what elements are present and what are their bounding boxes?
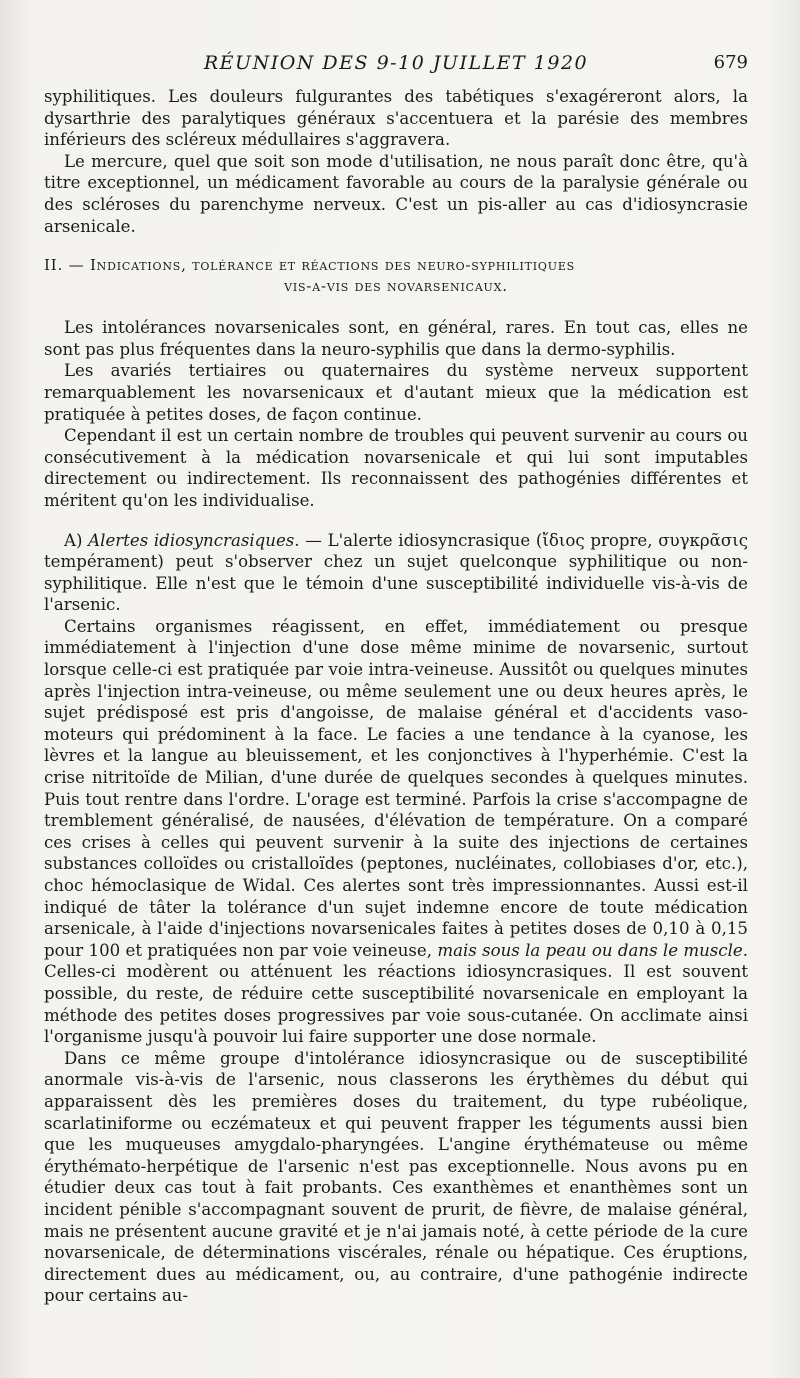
running-head-title: RÉUNION DES 9-10 JUILLET 1920 <box>203 52 589 74</box>
section-heading-line-2: vis-a-vis des novarsenicaux. <box>284 277 508 296</box>
paragraph-erythemas: Dans ce même groupe d'intolérance idiosyncrasique ou de susceptibilité anormale vis-à-vis de l'arsenic, nous classerons les érythèmes du début qui apparaissent dès les premières doses du traitement, du type rubéolique, scarlatiniforme ou eczémateux et qui peuvent frapper les téguments aussi bien que les muqueuses amygdalo-pharyngées. L'angine érythémateuse ou même érythémato-herpétique de l'arsenic n'est pas exceptionnelle. Nous avons pu en étudier deux cas tout à fait probants. Ces exanthèmes et enanthèmes sont un incident pénible s'accompagnant souvent de prurit, de fièvre, de malaise général, mais ne présentent aucune gravité et je n'ai jamais noté, à cette période de la cure novarsenicale, de déterminations viscérales, rénale ou hépatique. Ces éruptions, directement dues au médicament, ou, au contraire, d'une pathogénie indirecte pour certains au- <box>44 1048 748 1306</box>
organisms-italic: mais sous la peau ou dans le muscle. <box>437 940 748 960</box>
alerts-label: A) <box>64 530 83 550</box>
page-number: 679 <box>713 52 748 73</box>
alerts-heading: Alertes idiosyncrasiques. <box>88 530 300 550</box>
paragraph-tertiary: Les avariés tertiaires ou quaternaires du système nerveux supportent remarquablement les novarsenicaux et d'autant mieux que la médication est pratiquée à petites doses, de façon continue. <box>44 361 748 424</box>
paragraph-organisms <box>44 616 748 1048</box>
page-body <box>44 86 748 1307</box>
spacer <box>44 512 748 530</box>
organisms-text-1: Certains organismes réagissent, en effet, immédiatement ou presque immédiatement à l'injection d'une dose même minime de novarsenic, surtout lorsque celle-ci est pratiquée par voie intra-veineuse. Aussitôt ou quelques minutes après l'injection intra-veineuse, ou même seulement une ou deux heures après, le sujet prédisposé est pris d'angoisse, de malaise général et d'accidents vaso-moteurs qui prédominent à la face. Le facies a une tendance à la cyanose, les lèvres et la langue au bleuissement, et les conjonctives à l'hyperhémie. C'est la crise nitritoïde de Milian, d'une durée de quelques secondes à quelques minutes. Puis tout rentre dans l'ordre. L'orage est terminé. Parfois la crise s'accompagne de tremblement généralisé, de nausées, d'élévation de température. On a comparé ces crises à celles qui peuvent survenir à la suite des injections de certaines substances colloïdes ou cristalloïdes (peptones, nucléinates, collobiases d'or, etc.), choc hémoclasique de Widal. Ces alertes sont très impressionnantes. Aussi est-il indiqué de tâter la tolérance d'un sujet indemne encore de toute médication arsenicale, à l'aide d'injections novarsenicales faites à petites doses de 0,10 à 0,15 pour 100 et pratiquées non par voie veineuse, <box>44 616 748 960</box>
paragraph-continued: syphilitiques. Les douleurs fulgurantes des tabétiques s'exagéreront alors, la dysarthrie des paralytiques généraux s'accentuera et la parésie des membres inférieurs des scléreux médullaires s'aggravera. <box>44 87 748 150</box>
section-heading <box>44 255 748 297</box>
alerts-text: — L'alerte idiosyncrasique (ἴδιος propre, συγκρᾶσις tempérament) peut s'observer chez un sujet quelconque syphilitique ou non-syphilitique. Elle n'est que le témoin d'une susceptibilité individuelle vis-à-vis de l'arsenic. <box>44 530 748 615</box>
organisms-text-2: Celles-ci modèrent ou atténuent les réactions idiosyncrasiques. Il est souvent possible, du reste, de réduire cette susceptibilité novarsenicale en employant la méthode des petites doses progressives par voie sous-cutanée. On acclimate ainsi l'organisme jusqu'à pouvoir lui faire supporter une dose normale. <box>44 962 748 1047</box>
paragraph-troubles: Cependant il est un certain nombre de troubles qui peuvent survenir au cours ou consécutivement à la médication novarsenicale et qui lui sont imputables directement ou indirectement. Ils reconnaissent des pathogénies différentes et méritent qu'on les individualise. <box>44 426 748 510</box>
paragraph-intolerances: Les intolérances novarsenicales sont, en général, rares. En tout cas, elles ne sont pas plus fréquentes dans la neuro-syphilis que dans la dermo-syphilis. <box>44 318 748 359</box>
running-head <box>44 46 748 86</box>
paragraph-mercury: Le mercure, quel que soit son mode d'utilisation, ne nous paraît donc être, qu'à titre exceptionnel, un médicament favorable au cours de la paralysie générale ou des scléroses du parenchyme nerveux. C'est un pis-aller au cas d'idiosyncrasie arsenicale. <box>44 151 748 236</box>
section-heading-line-1: II. — Indications, tolérance et réactions des neuro-syphilitiques <box>44 256 575 275</box>
paragraph-alerts <box>44 530 748 616</box>
